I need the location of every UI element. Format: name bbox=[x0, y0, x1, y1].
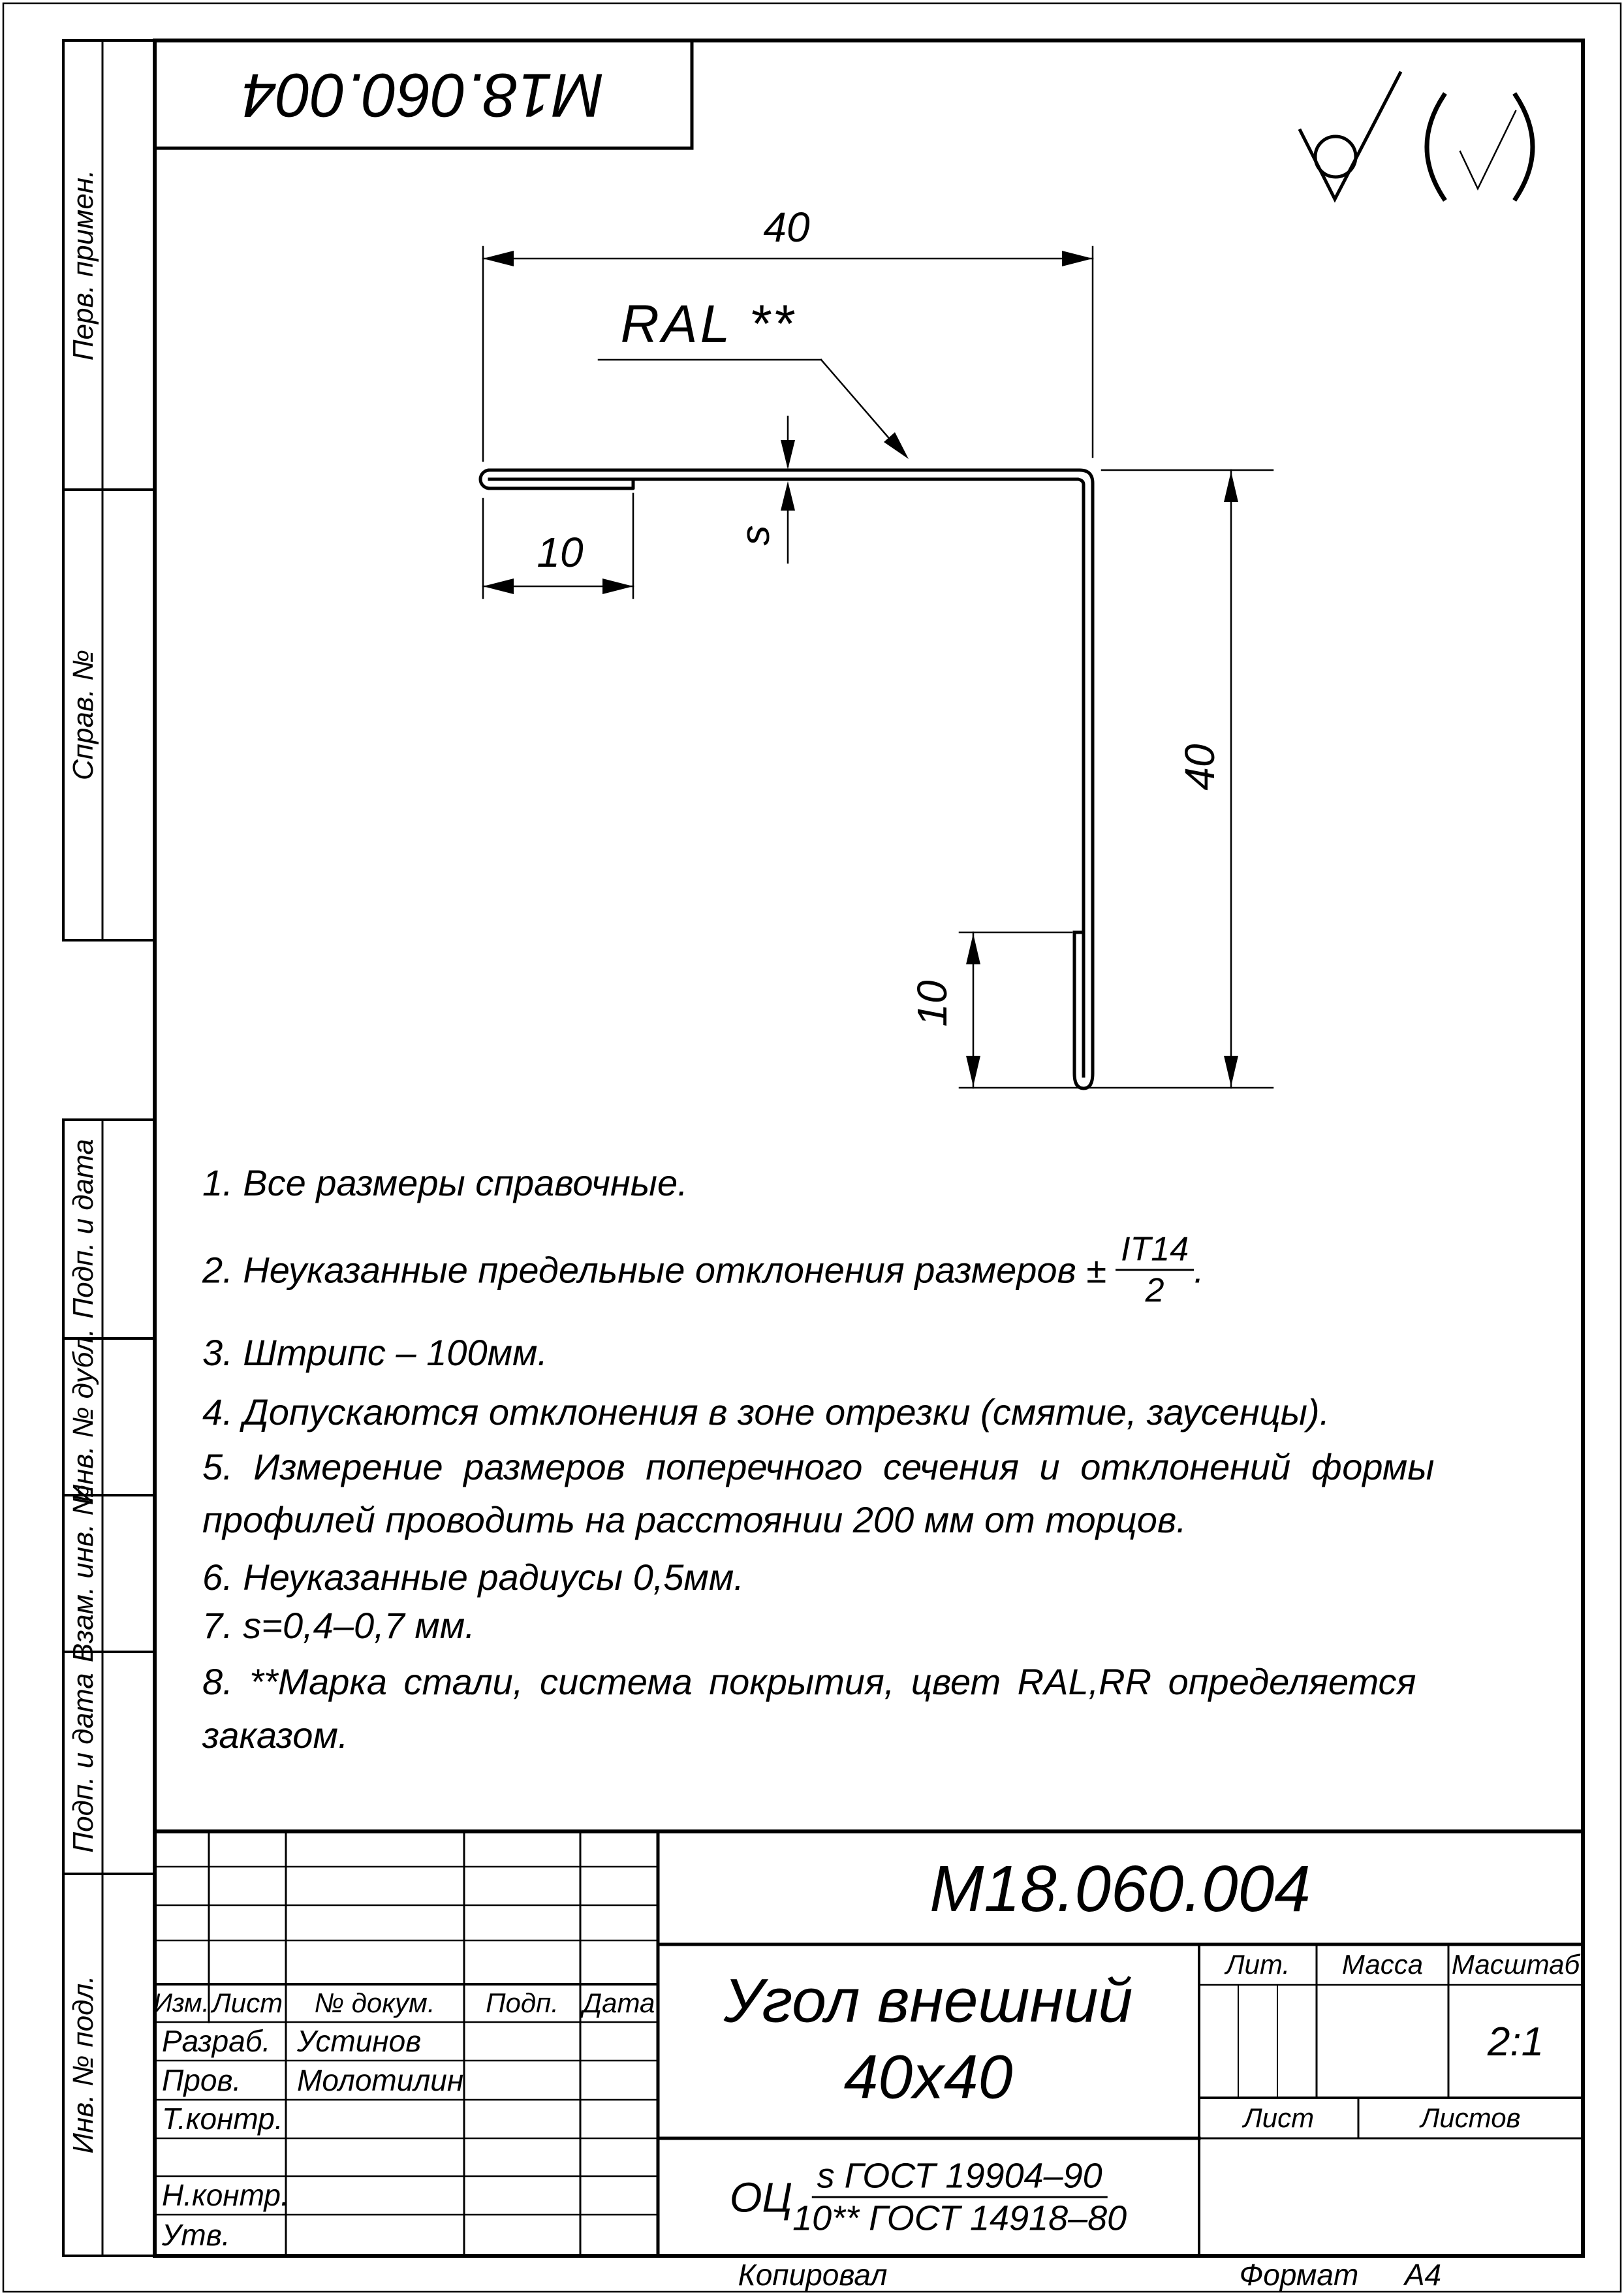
header-massa: Масса bbox=[1341, 1949, 1424, 1980]
side-label-perv-primen: Перв. примен. bbox=[67, 169, 99, 361]
row-nkontr: Н.контр. bbox=[162, 2178, 289, 2212]
material-numerator: s ГОСТ 19904–90 bbox=[812, 2159, 1108, 2198]
side-label-inv-no-dubl: Инв. № дубл. bbox=[67, 1328, 99, 1506]
dim-right-40: 40 bbox=[1176, 744, 1223, 791]
name-prov: Молотилин bbox=[297, 2063, 464, 2097]
note-2-frac-numerator: IT14 bbox=[1116, 1233, 1194, 1271]
material-fraction bbox=[792, 2156, 1127, 2238]
title-block-doc-number: М18.060.004 bbox=[929, 1852, 1311, 1925]
side-label-sprav-no: Справ. № bbox=[67, 650, 99, 780]
name-razrab: Устинов bbox=[297, 2024, 422, 2058]
side-label-podp-i-data-2: Подп. и дата bbox=[67, 1673, 99, 1853]
header-izm: Изм. bbox=[153, 1989, 210, 2018]
footer-kopiroval: Копировал bbox=[738, 2258, 888, 2292]
note-7: 7. s=0,4–0,7 мм. bbox=[202, 1605, 475, 1646]
header-masshtab: Масштаб bbox=[1451, 1949, 1580, 1980]
header-list2: Лист bbox=[1243, 2102, 1315, 2133]
material-denominator: 10** ГОСТ 14918–80 bbox=[792, 2198, 1127, 2238]
note-2 bbox=[202, 1230, 1204, 1310]
footer-format-value: А4 bbox=[1404, 2258, 1442, 2292]
note-8-line1: 8. **Марка стали, система покрытия, цвет RAL,RR определяется bbox=[202, 1661, 1416, 1702]
row-tkontr: Т.контр. bbox=[162, 2102, 283, 2136]
note-2-text: 2. Неуказанные предельные отклонения размеров ± bbox=[202, 1249, 1107, 1290]
dim-hem-left-10: 10 bbox=[537, 529, 584, 576]
row-razrab: Разраб. bbox=[162, 2024, 271, 2058]
coating-label-ral: RAL ** bbox=[620, 294, 796, 354]
note-5-line1: 5. Измерение размеров поперечного сечения и отклонений формы bbox=[202, 1446, 1435, 1487]
material-prefix: ОЦ bbox=[729, 2174, 793, 2221]
side-label-vzam-inv-no: Взам. инв. № bbox=[67, 1484, 99, 1663]
surface-roughness-symbol bbox=[1300, 73, 1533, 199]
part-title-line2: 40х40 bbox=[843, 2042, 1013, 2112]
header-podp: Подп. bbox=[486, 1987, 559, 2018]
dim-top-40: 40 bbox=[763, 204, 810, 251]
note-5-line2: профилей проводить на расстоянии 200 мм от торцов. bbox=[202, 1499, 1187, 1540]
note-3: 3. Штрипс – 100мм. bbox=[202, 1332, 548, 1373]
part-title-line1: Угол внешний bbox=[723, 1966, 1133, 2036]
dim-thickness-s: s bbox=[733, 525, 778, 546]
row-utv: Утв. bbox=[162, 2218, 230, 2252]
header-listov: Листов bbox=[1420, 2102, 1521, 2133]
top-box-doc-number: М18.060.004 bbox=[242, 60, 604, 130]
note-4: 4. Допускаются отклонения в зоне отрезки (смятие, заусенцы). bbox=[202, 1391, 1330, 1432]
header-lit: Лит. bbox=[1225, 1949, 1290, 1980]
dimension-lines bbox=[483, 247, 1273, 1088]
row-prov: Пров. bbox=[162, 2063, 242, 2097]
note-1: 1. Все размеры справочные. bbox=[202, 1162, 688, 1203]
scale-value: 2:1 bbox=[1487, 2019, 1544, 2065]
note-6: 6. Неуказанные радиусы 0,5мм. bbox=[202, 1557, 744, 1598]
header-n-dokum: № докум. bbox=[314, 1987, 435, 2018]
side-label-inv-no-podl: Инв. № подл. bbox=[67, 1975, 99, 2154]
note-8-line2: заказом. bbox=[202, 1715, 349, 1756]
material-designation bbox=[729, 2156, 1127, 2238]
note-2-period: . bbox=[1194, 1249, 1204, 1290]
note-2-frac-denominator: 2 bbox=[1145, 1271, 1164, 1310]
header-list: Лист bbox=[211, 1987, 283, 2018]
footer-format-label: Формат bbox=[1239, 2258, 1359, 2292]
side-label-podp-i-data-1: Подп. и дата bbox=[67, 1139, 99, 1319]
note-2-fraction bbox=[1116, 1230, 1194, 1310]
dim-hem-bottom-10: 10 bbox=[909, 980, 956, 1027]
header-data: Дата bbox=[582, 1987, 655, 2018]
